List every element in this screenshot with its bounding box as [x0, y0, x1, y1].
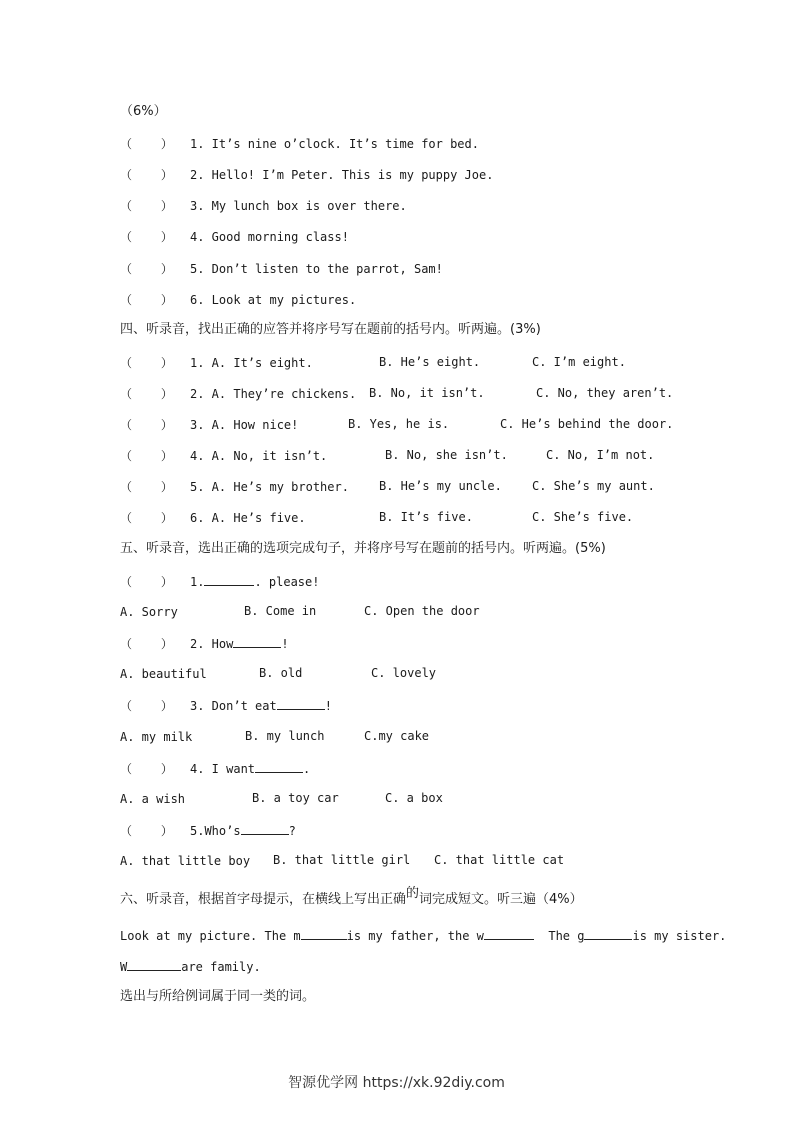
option-a: 6. A. He’s five. — [190, 511, 306, 525]
fill-blank[interactable] — [127, 958, 181, 971]
part3-item-5 — [120, 261, 443, 277]
question-suffix: . please! — [254, 575, 320, 589]
answer-parenthesis[interactable]: （ ） — [120, 637, 173, 651]
item-text: 2. Hello! I’m Peter. This is my puppy Joe. — [190, 168, 494, 182]
part4-item-2 — [120, 386, 356, 402]
part4-item-4-option-b: B. No, she isn’t. — [385, 448, 508, 462]
part4-item-3 — [120, 417, 298, 433]
question-suffix: ? — [288, 824, 296, 838]
part5-q1-option-b: B. Come in — [244, 604, 317, 618]
part4-item-5-option-b: B. He’s my uncle. — [379, 479, 502, 493]
option-a: 2. A. They’re chickens. — [190, 387, 357, 401]
part4-item-6-option-c: C. She’s five. — [532, 510, 634, 524]
part4-item-5 — [120, 479, 349, 495]
part6-sentence-1: Look at my picture. The m is my father, the w The g is my sister. — [120, 929, 727, 943]
part4-item-3-option-c: C. He’s behind the door. — [500, 417, 674, 431]
answer-parenthesis[interactable]: （ ） — [120, 575, 173, 589]
part5-q4-option-c: C. a box — [385, 791, 443, 805]
part5-question-1 — [120, 573, 319, 590]
part5-q5-option-c: C. that little cat — [434, 853, 565, 867]
answer-parenthesis[interactable]: （ ） — [120, 137, 173, 151]
fill-blank[interactable] — [241, 822, 289, 835]
part4-item-5-option-c: C. She’s my aunt. — [532, 479, 655, 493]
part5-q3-option-b: B. my lunch — [245, 729, 325, 743]
part5-question-4 — [120, 760, 310, 777]
part5-q1-option-c: C. Open the door — [364, 604, 480, 618]
fill-blank[interactable] — [233, 635, 281, 648]
part4-item-4 — [120, 448, 327, 464]
part4-title: 四、听录音，找出正确的应答并将序号写在题前的括号内。听两遍。(3%) — [120, 322, 541, 337]
item-text: 6. Look at my pictures. — [190, 293, 357, 307]
answer-parenthesis[interactable]: （ ） — [120, 356, 173, 370]
option-a: 4. A. No, it isn’t. — [190, 449, 328, 463]
footer-watermark: 智源优学网 https://xk.92diy.com — [288, 1075, 505, 1091]
question-suffix: ! — [281, 637, 289, 651]
part5-q1-option-a: A. Sorry — [120, 605, 178, 619]
question-suffix: ! — [324, 699, 332, 713]
part3-item-2 — [120, 167, 493, 183]
answer-parenthesis[interactable]: （ ） — [120, 293, 173, 307]
answer-parenthesis[interactable]: （ ） — [120, 449, 173, 463]
part5-question-3 — [120, 697, 332, 714]
part3-item-3 — [120, 198, 407, 214]
item-text: 1. It’s nine o’clock. It’s time for bed. — [190, 137, 479, 151]
fill-blank[interactable] — [204, 573, 254, 586]
answer-parenthesis[interactable]: （ ） — [120, 699, 173, 713]
part5-question-2 — [120, 635, 289, 652]
item-text: 4. Good morning class! — [190, 230, 349, 244]
part7-title: 选出与所给例词属于同一类的词。 — [120, 989, 316, 1004]
answer-parenthesis[interactable]: （ ） — [120, 262, 173, 276]
answer-parenthesis[interactable]: （ ） — [120, 168, 173, 182]
option-a: 3. A. How nice! — [190, 418, 299, 432]
part4-item-3-option-b: B. Yes, he is. — [348, 417, 450, 431]
answer-parenthesis[interactable]: （ ） — [120, 387, 173, 401]
question-prefix: 3. Don’t eat — [190, 699, 277, 713]
part4-item-1-option-c: C. I’m eight. — [532, 355, 626, 369]
part5-question-5 — [120, 822, 296, 839]
part5-q2-option-c: C. lovely — [371, 666, 437, 680]
part4-item-6 — [120, 510, 306, 526]
option-a: 1. A. It’s eight. — [190, 356, 313, 370]
fill-blank[interactable] — [301, 927, 347, 940]
part5-title: 五、听录音，选出正确的选项完成句子，并将序号写在题前的括号内。听两遍。(5%) — [120, 541, 606, 556]
fill-blank[interactable] — [277, 697, 325, 710]
question-suffix: . — [303, 762, 311, 776]
part5-q2-option-a: A. beautiful — [120, 667, 207, 681]
option-a: 5. A. He’s my brother. — [190, 480, 349, 494]
part5-q4-option-b: B. a toy car — [252, 791, 339, 805]
answer-parenthesis[interactable]: （ ） — [120, 199, 173, 213]
answer-parenthesis[interactable]: （ ） — [120, 824, 173, 838]
question-prefix: 1. — [190, 575, 205, 589]
part6-sentence-2: W are family. — [120, 960, 261, 974]
question-prefix: 2. How — [190, 637, 234, 651]
part4-item-1 — [120, 355, 313, 371]
part3-score: （6%） — [120, 104, 167, 119]
part4-item-1-option-b: B. He’s eight. — [379, 355, 481, 369]
item-text: 5. Don’t listen to the parrot, Sam! — [190, 262, 443, 276]
part6-title: 六、听录音，根据首字母提示，在横线上写出正确的词完成短文。听三遍（4%） — [120, 886, 583, 907]
part4-item-2-option-b: B. No, it isn’t. — [369, 386, 485, 400]
answer-parenthesis[interactable]: （ ） — [120, 511, 173, 525]
part4-item-2-option-c: C. No, they aren’t. — [536, 386, 674, 400]
answer-parenthesis[interactable]: （ ） — [120, 762, 173, 776]
part5-q3-option-c: C.my cake — [364, 729, 430, 743]
fill-blank[interactable] — [584, 927, 632, 940]
part5-q5-option-b: B. that little girl — [273, 853, 411, 867]
part5-q2-option-b: B. old — [259, 666, 303, 680]
answer-parenthesis[interactable]: （ ） — [120, 230, 173, 244]
part5-q4-option-a: A. a wish — [120, 792, 186, 806]
part3-item-4 — [120, 229, 349, 245]
part4-item-4-option-c: C. No, I’m not. — [546, 448, 655, 462]
part3-item-6 — [120, 292, 356, 308]
fill-blank[interactable] — [484, 927, 534, 940]
part4-item-6-option-b: B. It’s five. — [379, 510, 473, 524]
answer-parenthesis[interactable]: （ ） — [120, 418, 173, 432]
question-prefix: 5.Who’s — [190, 824, 241, 838]
fill-blank[interactable] — [255, 760, 303, 773]
part5-q5-option-a: A. that little boy — [120, 854, 251, 868]
part3-item-1 — [120, 136, 479, 152]
item-text: 3. My lunch box is over there. — [190, 199, 407, 213]
answer-parenthesis[interactable]: （ ） — [120, 480, 173, 494]
part5-q3-option-a: A. my milk — [120, 730, 193, 744]
question-prefix: 4. I want — [190, 762, 256, 776]
